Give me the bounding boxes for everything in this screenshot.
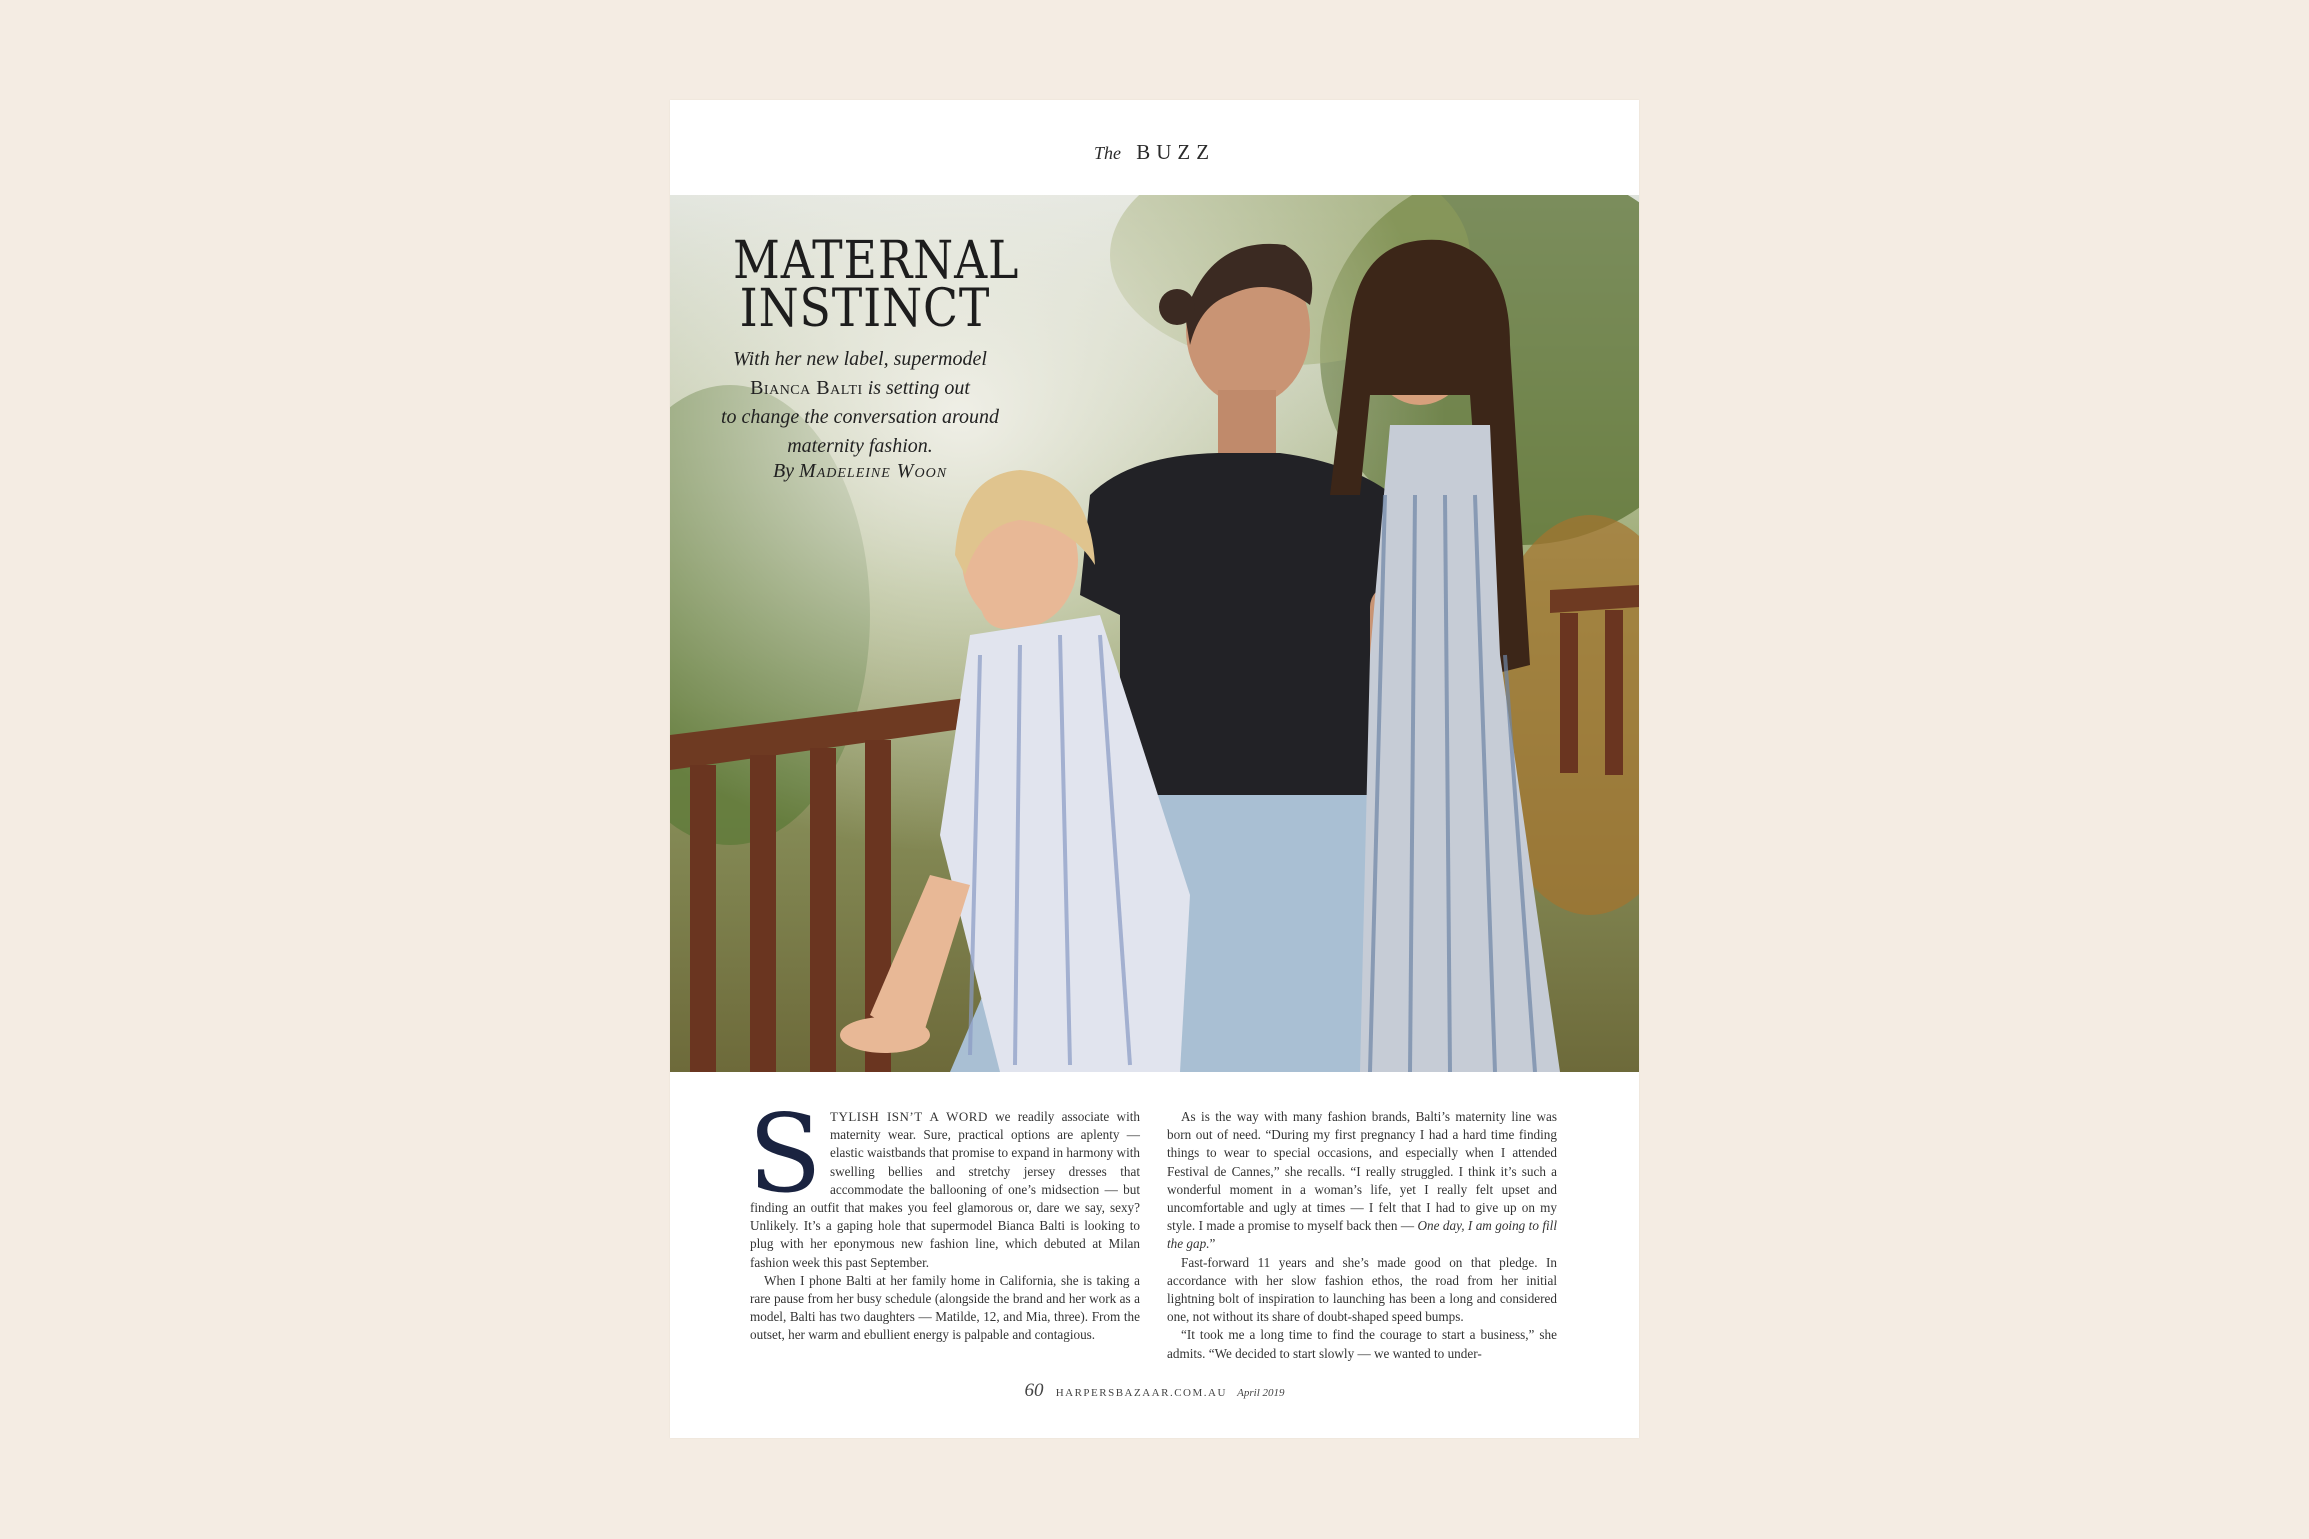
body-paragraph <box>1167 1108 1557 1254</box>
section-prefix: The <box>1093 143 1121 163</box>
section-name: BUZZ <box>1136 140 1216 164</box>
body-quote-italic: One day, I am going to fill the gap. <box>1167 1218 1557 1252</box>
body-paragraph: Fast-forward 11 years and she’s made good on that pledge. In accordance with her slow fashion ethos, the road from her initial lightning bolt of inspiration to launching has been a long and considered one, not without its share of doubt-shaped speed bumps. <box>1167 1254 1557 1325</box>
headline-line-1: MATERNAL <box>733 231 1020 291</box>
body-paragraph: When I phone Balti at her family home in California, she is taking a rare pause from her busy schedule (alongside the brand and her work as a model, Balti has two daughters — Matilde, 12, and Mia, three). From the outset, her warm and ebullient energy is palpable and contagious. <box>750 1272 1140 1343</box>
byline-by: By <box>772 460 795 482</box>
dek-line-2 <box>700 374 1020 403</box>
magazine-page <box>670 100 1639 1438</box>
folio-date: April 2019 <box>1237 1387 1285 1399</box>
dek-line-3: to change the conversation around <box>720 406 1000 428</box>
feature-photo <box>670 195 1639 1072</box>
page-folio <box>670 1380 1639 1402</box>
dek-line-2-rest: is setting out <box>867 377 970 399</box>
byline <box>700 460 1020 483</box>
body-text: we readily associate with maternity wear. Sure, practical options are aplenty — elastic waistbands that promise to expand in harmony with swelling bellies and stretchy jersey dresses that accommodate the ballooning of one’s midsection — but finding an outfit that makes you feel glamorous or, dare we say, sexy? Unlikely. It’s a gaping hole that supermodel Bianca Balti is looking to plug with her eponymous new fashion line, which debuted at Milan fashion week this past September. <box>750 1109 1140 1270</box>
body-text: As is the way with many fashion brands, Balti’s maternity line was born out of need. “During my first pregnancy I had a hard time finding things to wear to special occasions, and especially when I attended Festival de Cannes,” she recalls. “I really struggled. I think it’s such a wonderful moment in a woman’s life, yet I really felt upset and uncomfortable and ugly at times — I felt that I had to give up on my style. I made a promise to myself back then — <box>1167 1109 1557 1234</box>
body-column-1 <box>748 1092 1140 1345</box>
headline <box>733 231 1020 339</box>
body-text-end: ” <box>1209 1236 1216 1252</box>
headline-line-2: INSTINCT <box>739 279 991 339</box>
lead-in-caps: TYLISH ISN’T A WORD <box>830 1109 988 1124</box>
body-column-2 <box>1167 1108 1557 1363</box>
dek-subject-name: Bianca Balti <box>750 377 863 399</box>
body-paragraph: “It took me a long time to find the courage to start a business,” she admits. “We decided to start slowly — we wanted to under- <box>1167 1327 1557 1361</box>
dek-line-1: With her new label, supermodel <box>733 348 987 370</box>
section-header <box>670 140 1639 165</box>
byline-author: Madeleine Woon <box>799 460 948 482</box>
dek <box>700 345 1020 461</box>
dek-line-4: maternity fashion. <box>787 435 933 457</box>
body-paragraph <box>748 1092 1140 1272</box>
page-number: 60 <box>1024 1380 1044 1401</box>
drop-cap: S <box>748 1092 822 1217</box>
folio-site: HARPERSBAZAAR.COM.AU <box>1055 1387 1227 1399</box>
